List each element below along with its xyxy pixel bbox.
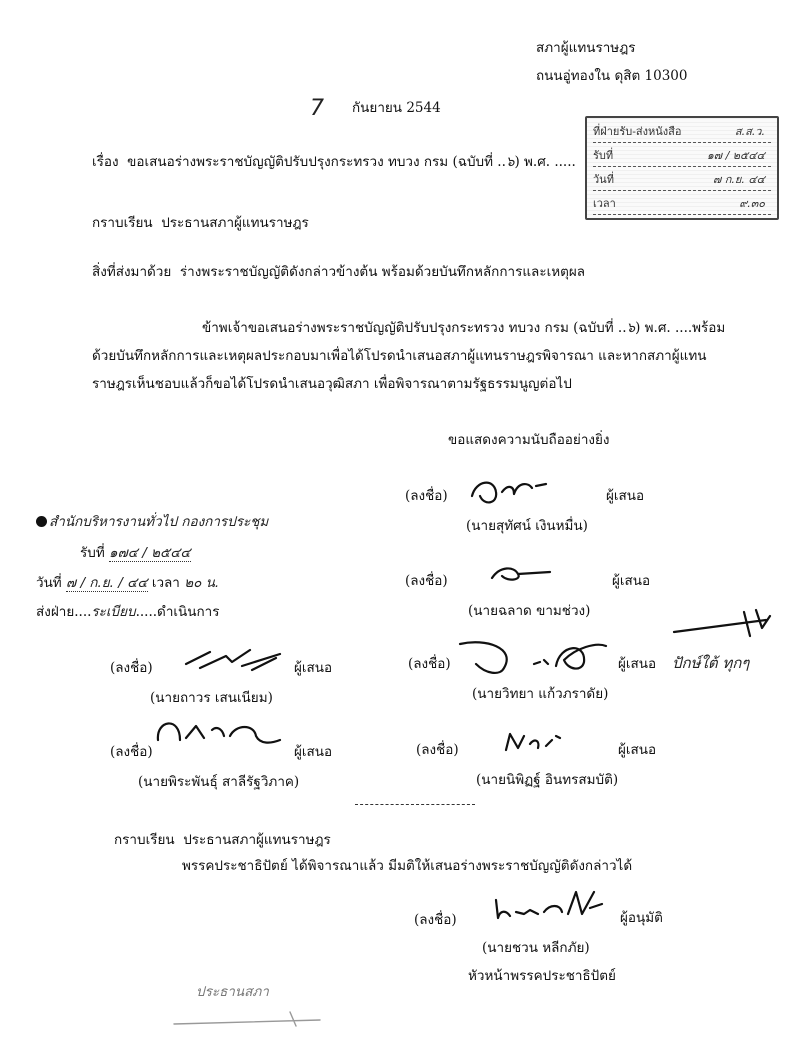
registry-dept: ส่งฝ่าย....ระเบียบ.....ดำเนินการ	[36, 604, 220, 620]
body-edition: ๖	[626, 320, 636, 336]
closing: ขอแสดงความนับถืออย่างยิ่ง	[448, 432, 610, 448]
approval-role: ผู้อนุมัติ	[620, 910, 663, 926]
sign-prefix: (ลงชื่อ)	[408, 656, 451, 672]
registry-title-text: สำนักบริหารงานทั่วไป กองการประชุม	[49, 514, 269, 530]
body-line-1-a: ข้าพเจ้าขอเสนอร่างพระราชบัญญัติปรับปรุงกระทรวง ทบวง กรม (ฉบับที่ ..	[202, 320, 627, 336]
date-day: 7	[310, 96, 324, 121]
margin-note: ปักษ์ใต้ ทุกๆ	[672, 654, 750, 672]
footer-scribble	[170, 1008, 340, 1032]
registry-date-value: ๗ / ก.ย. / ๔๔	[66, 575, 148, 591]
date-month-year: กันยายน 2544	[352, 100, 441, 116]
signature-image	[456, 634, 616, 682]
sign-prefix: (ลงชื่อ)	[110, 660, 153, 676]
role-proposer: ผู้เสนอ	[618, 656, 657, 672]
salutation-recipient: ประธานสภาผู้แทนราษฎร	[161, 215, 309, 231]
sign-prefix: (ลงชื่อ)	[110, 744, 153, 760]
body-line-2: ด้วยบันทึกหลักการและเหตุผลประกอบมาเพื่อได้โปรดนำเสนอสภาผู้แทนราษฎรพิจารณา และหากสภาผู้แทน	[92, 348, 707, 364]
approver-title: หัวหน้าพรรคประชาธิปัตย์	[468, 968, 616, 984]
body-line-1	[202, 320, 725, 336]
sign-prefix: (ลงชื่อ)	[405, 488, 448, 504]
registry-recv-label: รับที่	[80, 545, 105, 561]
registry-recv-value: ๑๗๔ / ๒๕๔๔	[109, 545, 191, 561]
approval-sign-prefix: (ลงชื่อ)	[414, 912, 457, 928]
approver-signature-image	[490, 884, 610, 928]
stamp-dot-icon	[36, 516, 47, 527]
salutation-label: กราบเรียน	[92, 215, 153, 231]
signer-name: (นายพิระพันธุ์ สาลีรัฐวิภาค)	[138, 774, 300, 790]
enclosure	[92, 264, 585, 280]
sign-prefix: (ลงชื่อ)	[405, 573, 448, 589]
receipt-row: เวลา ๙.๓๐	[593, 194, 771, 215]
body-line-3: ราษฎรเห็นชอบแล้วก็ขอได้โปรดนำเสนอวุฒิสภา เพื่อพิจารณาตามรัฐธรรมนูญต่อไป	[92, 376, 572, 392]
approval-to-recipient: ประธานสภาผู้แทนราษฎร	[183, 832, 331, 848]
signer-name: (นายวิทยา แก้วภราดัย)	[472, 686, 609, 702]
salutation	[92, 215, 309, 231]
signature-image	[180, 642, 290, 678]
signature-image	[488, 560, 558, 590]
role-proposer: ผู้เสนอ	[294, 744, 333, 760]
registry-dept-value: ระเบียบ	[91, 604, 136, 620]
role-proposer: ผู้เสนอ	[612, 573, 651, 589]
office-address: ถนนอู่ทองใน ดุสิต 10300	[536, 68, 688, 84]
signer-name: (นายฉลาด ขามช่วง)	[468, 603, 591, 619]
signer-name: (นายนิพิฏฐ์ อินทรสมบัติ)	[476, 772, 619, 788]
role-proposer: ผู้เสนอ	[618, 742, 657, 758]
subject-after: ) พ.ศ. ....	[514, 154, 572, 170]
enclosure-text: ร่างพระราชบัญญัติดังกล่าวข้างต้น พร้อมด้วยบันทึกหลักการและเหตุผล	[179, 264, 586, 280]
approval-salutation	[114, 832, 331, 848]
signature-image	[462, 474, 562, 514]
subject-tail: .	[571, 154, 576, 170]
subject-line	[92, 154, 576, 170]
approval-to-label: กราบเรียน	[114, 832, 175, 848]
subject-text: ขอเสนอร่างพระราชบัญญัติปรับปรุงกระทรวง ทบวง กรม (ฉบับที่ ..	[127, 154, 506, 170]
registry-date-label: วันที่	[36, 575, 62, 591]
section-divider	[355, 804, 475, 805]
registry-action-label: ดำเนินการ	[157, 604, 220, 620]
registry-stamp-title	[36, 514, 268, 530]
enclosure-label: สิ่งที่ส่งมาด้วย	[92, 264, 172, 280]
registry-time-label: เวลา	[151, 575, 180, 591]
footer-note: ประธานสภา	[196, 984, 269, 1000]
receipt-row: ที่ฝ่ายรับ-ส่งหนังสือ ส.ส.ว.	[593, 122, 771, 143]
subject-label: เรื่อง	[92, 154, 119, 170]
role-proposer: ผู้เสนอ	[606, 488, 645, 504]
office-name: สภาผู้แทนราษฎร	[536, 40, 636, 56]
signature-image	[150, 710, 290, 760]
subject-edition: ๖	[505, 154, 515, 170]
sign-prefix: (ลงชื่อ)	[416, 742, 459, 758]
signer-name: (นายสุทัศน์ เงินหมื่น)	[466, 518, 588, 534]
receipt-stamp	[585, 116, 779, 220]
registry-dept-label: ส่งฝ่าย	[36, 604, 75, 620]
signer-name: (นายถาวร เสนเนียม)	[150, 690, 273, 706]
role-proposer: ผู้เสนอ	[294, 660, 333, 676]
approval-text: พรรคประชาธิปัตย์ ได้พิจารณาแล้ว มีมติให้เสนอร่างพระราชบัญญัติดังกล่าวได้	[182, 858, 633, 874]
signature-image	[500, 726, 570, 760]
approver-name: (นายชวน หลีกภัย)	[482, 940, 590, 956]
receipt-row: รับที่ ๑๗ / ๒๕๔๔	[593, 146, 771, 167]
receipt-row: วันที่ ๗ ก.ย. ๔๔	[593, 170, 771, 191]
registry-time-value: ๒๐ น.	[184, 575, 220, 591]
registry-received	[80, 545, 191, 561]
margin-scribble	[670, 606, 780, 646]
registry-date	[36, 575, 219, 591]
body-line-1-b: ) พ.ศ. ....พร้อม	[635, 320, 726, 336]
